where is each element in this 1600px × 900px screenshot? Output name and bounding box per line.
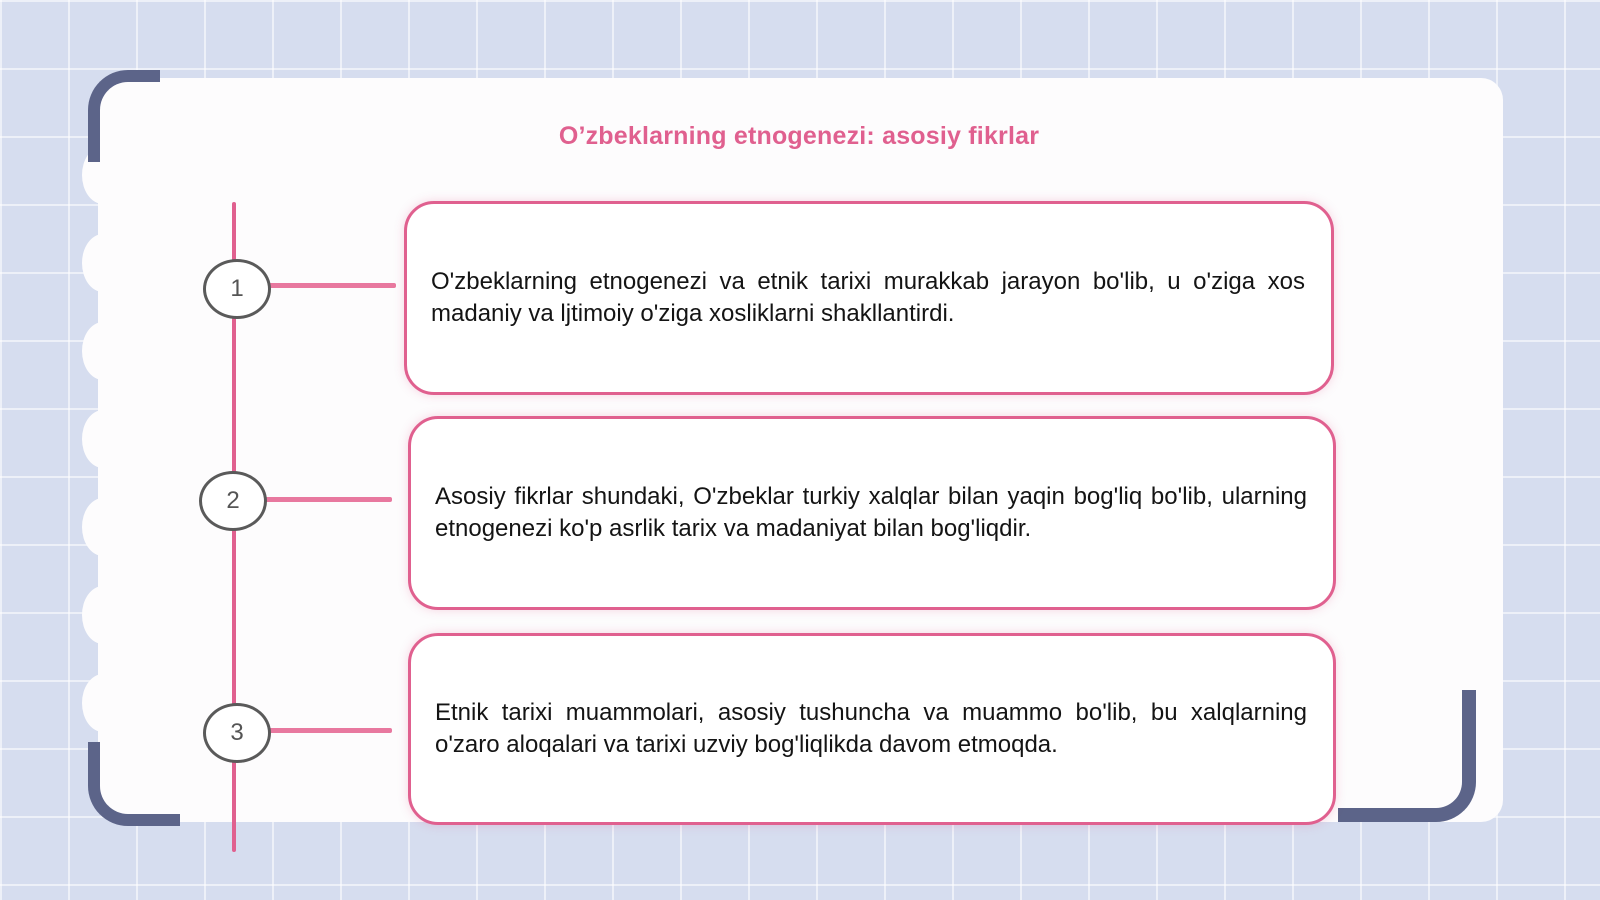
paper-edge-scallop	[82, 498, 124, 556]
paper-edge-scallop	[82, 322, 124, 380]
paper-edge-scallop	[82, 234, 124, 292]
timeline-connector	[262, 497, 392, 502]
point-text-2: Asosiy fikrlar shundaki, O'zbeklar turkiy xalqlar bilan yaqin bog'liq bo'lib, ularning etnogenezi ko'p asrlik tarix va madaniyat bilan bog'liqdir.	[435, 483, 1307, 542]
corner-bracket-bottom-right	[1338, 690, 1476, 822]
point-text-3: Etnik tarixi muammolari, asosiy tushuncha va muammo bo'lib, bu xalqlarning o'zaro aloqalari va tarixi uzviy bog'liqlikda davom etmoqda.	[435, 699, 1307, 758]
point-text-1: O'zbeklarning etnogenezi va etnik tarixi murakkab jarayon bo'lib, u o'ziga xos madaniy va ljtimoiy o'ziga xosliklarni shakllantirdi.	[431, 268, 1305, 327]
point-card-3	[408, 633, 1336, 825]
timeline-node-1: 1	[203, 259, 271, 319]
paper-edge-scallop	[82, 674, 124, 732]
slide-title: O’zbeklarning etnogenezi: asosiy fikrlar	[558, 122, 1040, 150]
timeline-connector	[266, 283, 396, 288]
timeline-node-2: 2	[199, 471, 267, 531]
paper-edge-scallop	[82, 586, 124, 644]
timeline-connector	[266, 728, 392, 733]
corner-bracket-bottom-left	[88, 742, 180, 826]
paper-edge-scallop	[82, 410, 124, 468]
timeline-node-3: 3	[203, 703, 271, 763]
point-card-1	[404, 201, 1334, 395]
point-card-2	[408, 416, 1336, 610]
